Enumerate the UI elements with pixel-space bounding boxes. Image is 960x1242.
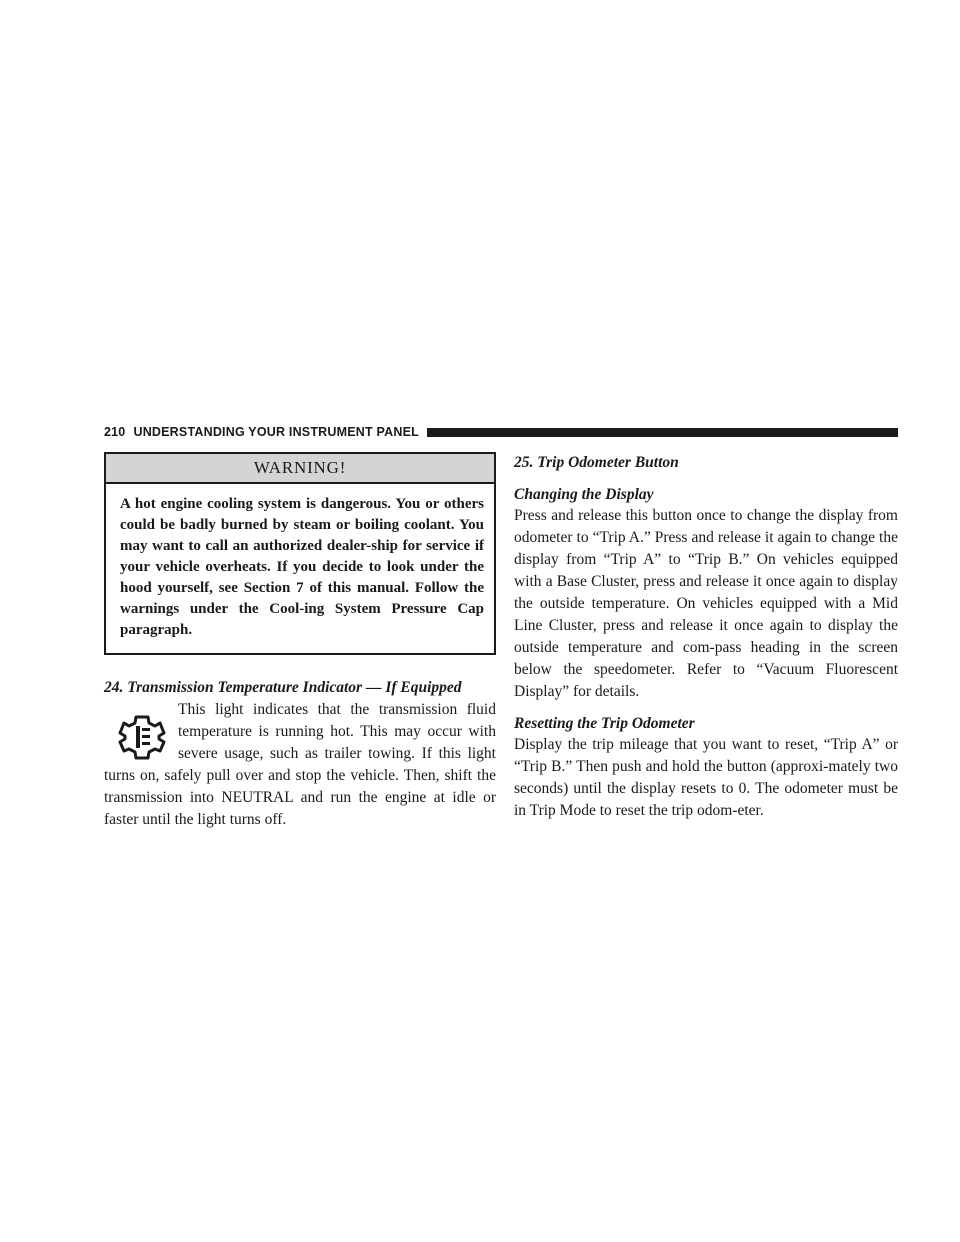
- section-title: UNDERSTANDING YOUR INSTRUMENT PANEL: [133, 425, 419, 439]
- header-rule: [427, 428, 898, 437]
- warning-title: WARNING!: [106, 454, 494, 484]
- page-number: 210: [104, 425, 126, 439]
- changing-display-text: Press and release this button once to change the display from odometer to “Trip A.” Press and release it again to change the display from “Trip A” to “Trip B.” On vehicles equipped with a Base Cluster, press and release it once again to display the outside temperature. On vehicles equipped with a Mid Line Cluster, press and release it once again to display the outside temperature and com-pass heading in the screen below the speedometer. Refer to “Vacuum Fluorescent Display” for details.: [514, 507, 898, 700]
- warning-box: [104, 452, 496, 655]
- resetting-odometer-text: Display the trip mileage that you want to reset, “Trip A” or “Trip B.” Then push and hold the button (approxi-mately two seconds) until the display resets to 0. The odometer must be in Trip Mode to reset the trip odom-eter.: [514, 736, 898, 819]
- page-header: [104, 424, 898, 440]
- transmission-indicator-text: This light indicates that the transmission fluid temperature is running hot. This may occur with severe usage, such as trailer towing. If this light turns on, safely pull over and stop the vehicle. Then, shift the transmission into NEUTRAL and run the engine at idle or faster until the light turns off.: [104, 701, 496, 828]
- warning-text: A hot engine cooling system is dangerous. You or others could be badly burned by steam or boiling coolant. You may want to call an authorized dealer-ship for service if your vehicle overheats. If you decide to look under the hood yourself, see Section 7 of this manual. Follow the warnings under the Cool-ing System Pressure Cap paragraph.: [120, 496, 484, 638]
- transmission-temperature-gear-icon: [118, 713, 166, 761]
- right-column: [514, 452, 898, 822]
- changing-display-heading: Changing the Display: [514, 486, 654, 503]
- left-column: [104, 452, 496, 831]
- transmission-indicator-block: [104, 699, 496, 831]
- resetting-odometer-heading: Resetting the Trip Odometer: [514, 715, 695, 732]
- trip-odometer-heading: 25. Trip Odometer Button: [514, 454, 679, 471]
- transmission-indicator-heading: 24. Transmission Temperature Indicator — If Equipped: [104, 679, 462, 696]
